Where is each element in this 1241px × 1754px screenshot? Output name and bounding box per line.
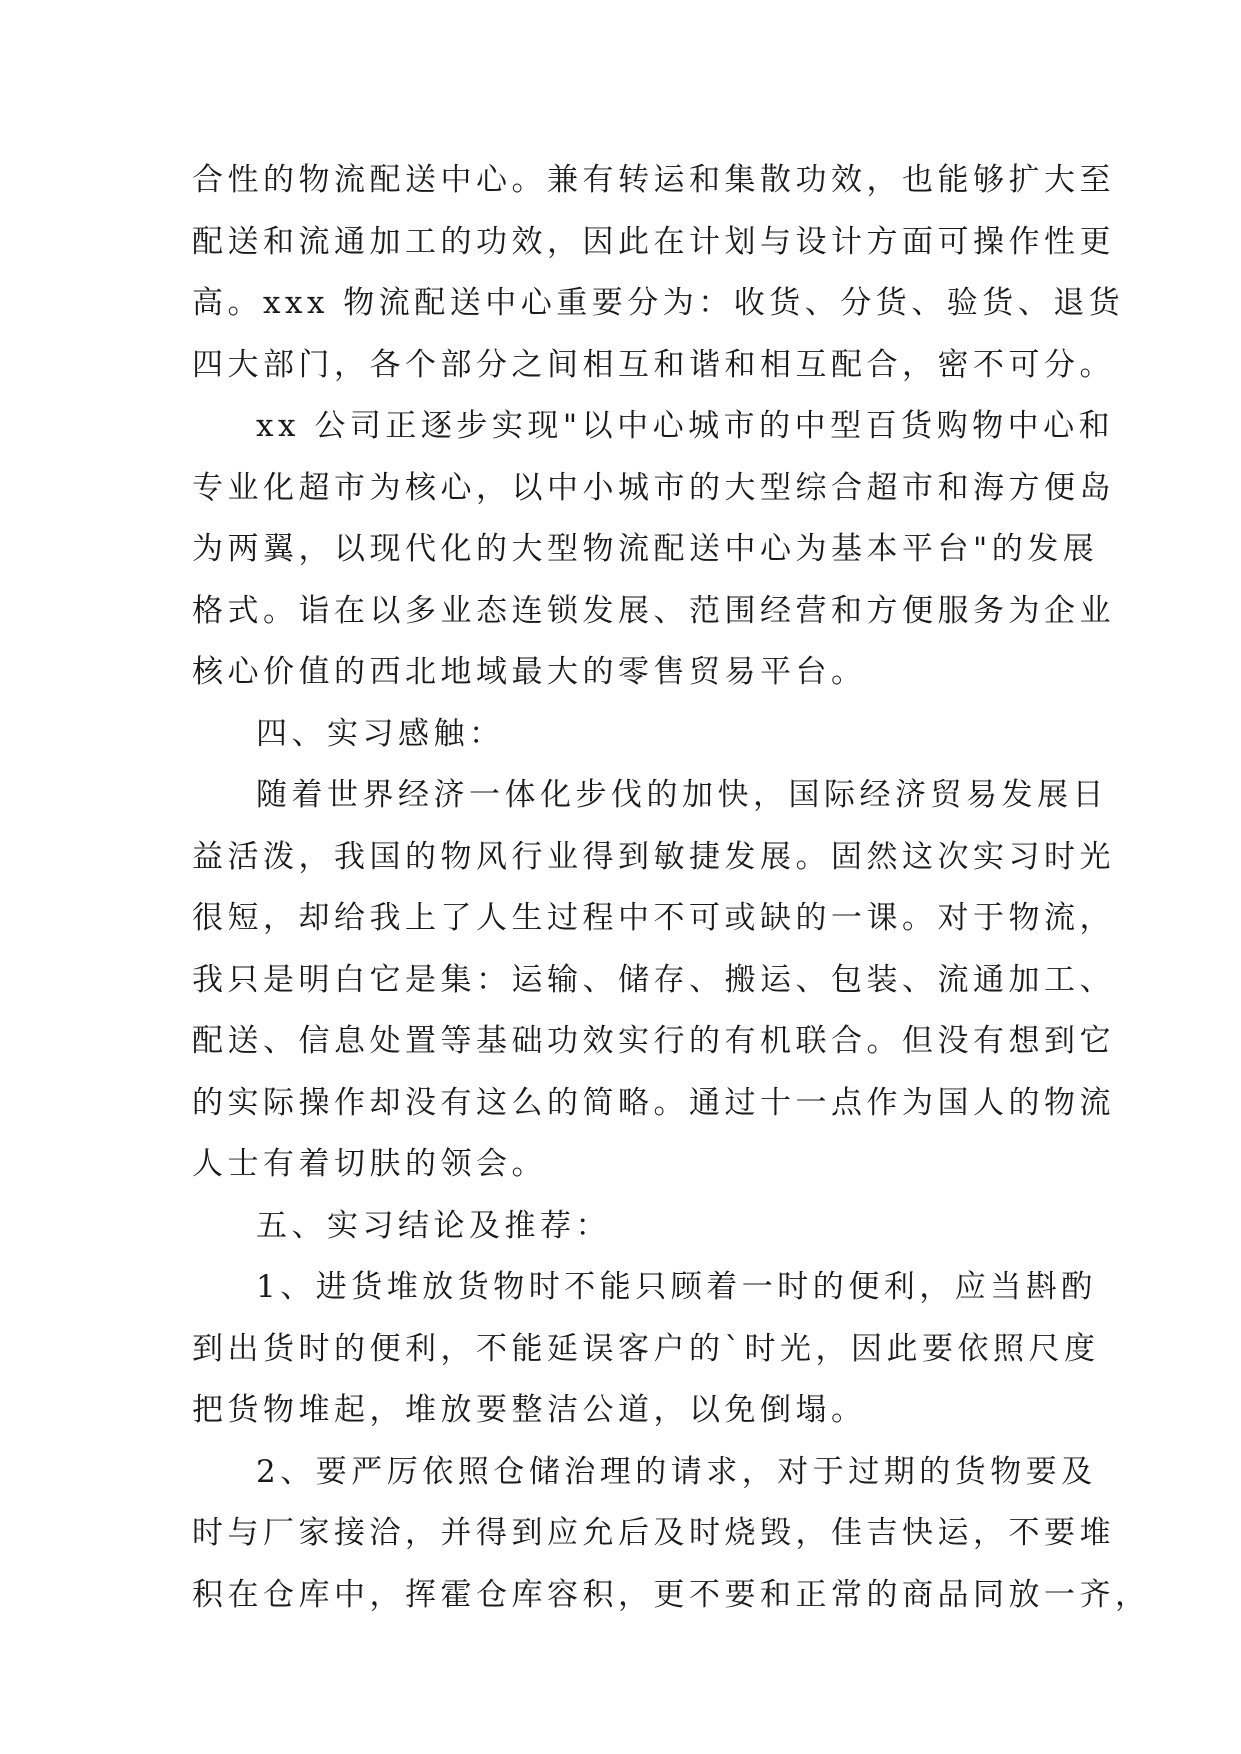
text-line: 到出货时的便利，不能延误客户的`时光，因此要依照尺度	[192, 1330, 1100, 1367]
paragraph-start-line: 2、要严厉依照仓储治理的请求，对于过期的货物要及	[256, 1453, 1097, 1490]
text-line: 人士有着切肤的领会。	[192, 1146, 547, 1182]
text-line: 的实际操作却没有这么的简略。通过十一点作为国人的物流	[192, 1084, 1115, 1121]
paragraph-start-line: 随着世界经济一体化步伐的加快，国际经济贸易发展日	[256, 777, 1108, 813]
text-line: 积在仓库中，挥霍仓库容积，更不要和正常的商品同放一齐，	[192, 1576, 1151, 1613]
text-line: 合性的物流配送中心。兼有转运和集散功效，也能够扩大至	[192, 162, 1115, 198]
paragraph-start-line: 1、进货堆放货物时不能只顾着一时的便利，应当斟酌	[256, 1269, 1097, 1305]
text-line: 四大部门，各个部分之间相互和谐和相互配合，密不可分。	[192, 346, 1115, 383]
text-line: 配送、信息处置等基础功效实行的有机联合。但没有想到它	[192, 1023, 1115, 1059]
text-line: 时与厂家接洽，并得到应允后及时烧毁，佳吉快运，不要堆	[192, 1515, 1115, 1551]
text-line: 配送和流通加工的功效，因此在计划与设计方面可操作性更	[192, 223, 1115, 260]
text-line: 格式。诣在以多业态连锁发展、范围经营和方便服务为企业	[192, 592, 1115, 629]
text-line: 为两翼，以现代化的大型物流配送中心为基本平台"的发展	[192, 531, 1099, 567]
text-line: 很短，却给我上了人生过程中不可或缺的一课。对于物流，	[192, 900, 1115, 936]
text-line: 专业化超市为核心，以中小城市的大型综合超市和海方便岛	[192, 469, 1115, 506]
section-heading-5: 五、实习结论及推荐：	[256, 1207, 611, 1244]
text-line: 我只是明白它是集：运输、储存、搬运、包装、流通加工、	[192, 961, 1115, 998]
text-line: 益活泼，我国的物风行业得到敏捷发展。固然这次实习时光	[192, 838, 1115, 875]
text-line: 高。xxx 物流配送中心重要分为：收货、分货、验货、退货	[192, 285, 1125, 321]
section-heading-4: 四、实习感触：	[256, 715, 505, 752]
paragraph-start-line: xx 公司正逐步实现"以中心城市的中型百货购物中心和	[256, 408, 1115, 444]
document-body	[192, 150, 1151, 1626]
text-line: 核心价值的西北地域最大的零售贸易平台。	[192, 654, 867, 690]
text-line: 把货物堆起，堆放要整洁公道，以免倒塌。	[192, 1392, 867, 1428]
